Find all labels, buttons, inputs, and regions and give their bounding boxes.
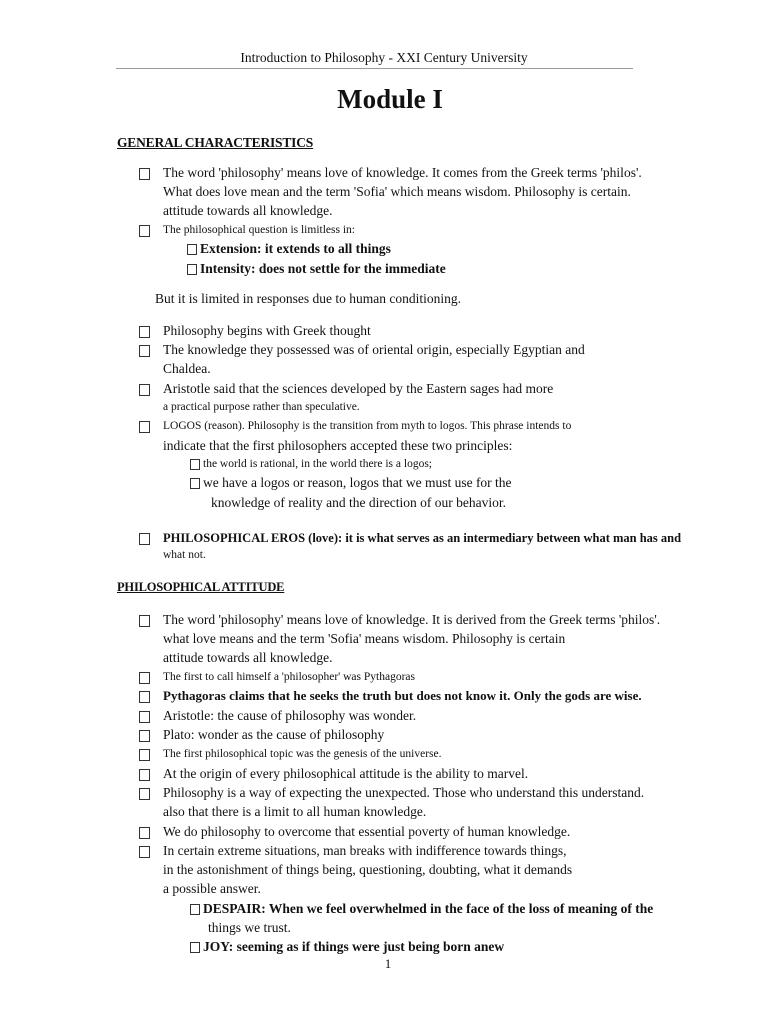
sub-item: Intensity: does not settle for the immediate	[200, 261, 446, 276]
paragraph-line: The first to call himself a 'philosopher' was Pythagoras	[163, 671, 415, 683]
bullet-box-icon	[139, 384, 150, 396]
paragraph-line: Aristotle said that the sciences developed by the Eastern sages had more	[163, 381, 554, 396]
bullet-box-icon	[139, 788, 150, 800]
bullet-box-icon	[139, 421, 150, 433]
paragraph-line: attitude towards all knowledge.	[163, 203, 333, 218]
section-heading-attitude: PHILOSOPHICAL ATTITUDE	[117, 580, 285, 594]
bullet-box-icon	[139, 326, 150, 338]
bullet-box-icon	[190, 904, 200, 915]
sub-item: things we trust.	[208, 920, 291, 935]
bullet-box-icon	[139, 749, 150, 761]
paragraph-line: also that there is a limit to all human knowledge.	[163, 804, 427, 819]
paragraph-line: a possible answer.	[163, 881, 261, 896]
bullet-box-icon	[139, 846, 150, 858]
bullet-box-icon	[139, 691, 150, 703]
bullet-box-icon	[139, 672, 150, 684]
paragraph-line: attitude towards all knowledge.	[163, 650, 333, 665]
bullet-box-icon	[190, 478, 200, 489]
bullet-box-icon	[187, 244, 197, 255]
section-heading-general: GENERAL CHARACTERISTICS	[117, 135, 314, 150]
paragraph-line	[163, 531, 681, 546]
paragraph-line: Philosophy is a way of expecting the unexpected. Those who understand this understand.	[163, 785, 645, 800]
sub-item: the world is rational, in the world there is a logos;	[203, 458, 432, 470]
eros-definition: it is what serves as an intermediary between what man has and	[342, 531, 682, 545]
bullet-box-icon	[139, 225, 150, 237]
bullet-box-icon	[139, 345, 150, 357]
bullet-box-icon	[139, 533, 150, 545]
paragraph-line: Plato: wonder as the cause of philosophy	[163, 727, 385, 742]
bullet-box-icon	[139, 615, 150, 627]
paragraph-line: The knowledge they possessed was of oriental origin, especially Egyptian and	[163, 342, 585, 357]
header-rule	[116, 68, 633, 69]
sub-item: JOY: seeming as if things were just being born anew	[203, 939, 505, 954]
paragraph-line: Pythagoras claims that he seeks the truth but does not know it. Only the gods are wise.	[163, 688, 642, 703]
paragraph-line: In certain extreme situations, man breaks with indifference towards things,	[163, 843, 567, 858]
running-header: Introduction to Philosophy - XXI Century University	[240, 50, 528, 65]
paragraph-line: The word 'philosophy' means love of knowledge. It comes from the Greek terms 'philos'.	[163, 165, 642, 180]
bullet-box-icon	[139, 769, 150, 781]
paragraph-line: What does love mean and the term 'Sofia' which means wisdom. Philosophy is certain.	[163, 184, 631, 199]
paragraph-line: LOGOS (reason). Philosophy is the transition from myth to logos. This phrase intends to	[163, 420, 572, 432]
bullet-box-icon	[190, 942, 200, 953]
page-title: Module I	[337, 84, 443, 114]
paragraph-line: what not.	[163, 549, 206, 561]
bullet-box-icon	[139, 711, 150, 723]
paragraph-line: Philosophy begins with Greek thought	[163, 323, 371, 338]
sub-item: knowledge of reality and the direction of our behavior.	[211, 495, 507, 510]
sub-item: Extension: it extends to all things	[200, 241, 391, 256]
page-number: 1	[384, 956, 392, 971]
eros-term: PHILOSOPHICAL EROS (love):	[163, 531, 343, 545]
bullet-box-icon	[139, 168, 150, 180]
paragraph-line: Aristotle: the cause of philosophy was wonder.	[163, 708, 417, 723]
sub-item: we have a logos or reason, logos that we must use for the	[203, 475, 512, 490]
bullet-box-icon	[187, 264, 197, 275]
paragraph-line: in the astonishment of things being, questioning, doubting, what it demands	[163, 862, 573, 877]
paragraph-line: We do philosophy to overcome that essential poverty of human knowledge.	[163, 824, 571, 839]
paragraph-line: Chaldea.	[163, 361, 211, 376]
paragraph-line: a practical purpose rather than speculative.	[163, 401, 360, 413]
paragraph-line: indicate that the first philosophers accepted these two principles:	[163, 438, 513, 453]
paragraph-line: The philosophical question is limitless in:	[163, 224, 355, 236]
paragraph-line: The first philosophical topic was the genesis of the universe.	[163, 748, 442, 760]
sub-item: DESPAIR: When we feel overwhelmed in the face of the loss of meaning of the	[203, 901, 654, 916]
bullet-box-icon	[190, 459, 200, 470]
paragraph-line: At the origin of every philosophical attitude is the ability to marvel.	[163, 766, 529, 781]
bullet-box-icon	[139, 827, 150, 839]
paragraph-line: But it is limited in responses due to human conditioning.	[155, 291, 461, 306]
paragraph-line: The word 'philosophy' means love of knowledge. It is derived from the Greek terms 'philos'.	[163, 612, 661, 627]
bullet-box-icon	[139, 730, 150, 742]
paragraph-line: what love means and the term 'Sofia' means wisdom. Philosophy is certain	[163, 631, 566, 646]
